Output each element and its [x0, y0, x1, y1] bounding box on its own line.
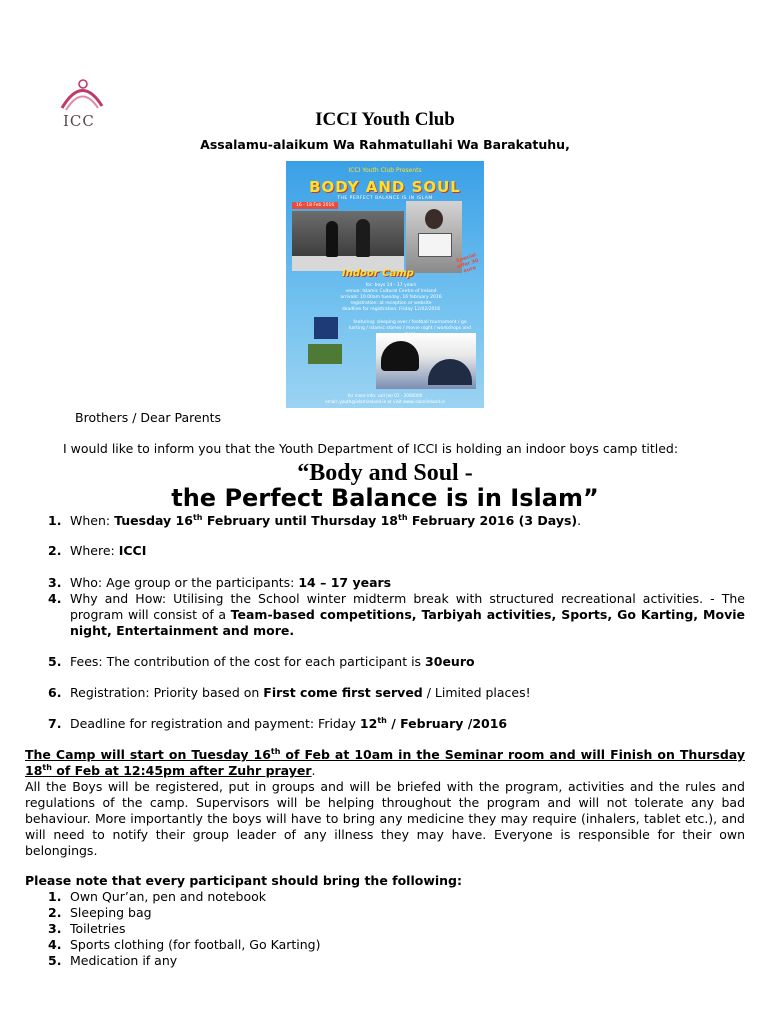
- page-title: ICCI Youth Club: [315, 109, 455, 130]
- superscript: th: [192, 512, 203, 522]
- list-item-text: Sports clothing (for football, Go Karting): [70, 937, 321, 952]
- list-number: 7.: [48, 716, 62, 731]
- camp-start-end: .: [311, 763, 316, 778]
- superscript: th: [377, 715, 387, 725]
- deadline-day: 12: [359, 716, 378, 731]
- poster-headline: BODY AND SOUL: [309, 178, 461, 196]
- praying-figure: [381, 341, 419, 371]
- list-number: 3.: [48, 921, 62, 936]
- list-item-text: Medication if any: [70, 953, 178, 968]
- list-number: 3.: [48, 575, 62, 590]
- when-end: .: [577, 513, 582, 528]
- portrait-sign: [418, 233, 452, 257]
- boxer-figure: [356, 219, 370, 257]
- greeting: Assalamu-alaikum Wa Rahmatullahi Wa Barakatuhu,: [200, 137, 570, 152]
- who-value: 14 – 17 years: [298, 575, 392, 590]
- fees-text: Fees: The contribution of the cost for each participant is: [70, 654, 426, 669]
- poster-camp-title: Indoor Camp: [342, 268, 414, 279]
- poster-info-line: for: boys 14 - 17 years: [365, 283, 417, 288]
- list-number: 2.: [48, 905, 62, 920]
- poster-footer-line: email: youth@islamireland.ie or visit www.islamireland.ie: [325, 398, 445, 404]
- list-number: 1.: [48, 513, 62, 528]
- registration-end: / Limited places!: [422, 685, 531, 700]
- camp-start-text: The Camp will start on Tuesday 16: [25, 747, 271, 762]
- poster-info-line: arrivals: 10.00am tuesday, 16 february 2016: [340, 295, 442, 300]
- poster-info-line: registration: at reception or website: [350, 301, 432, 306]
- when-value: Tuesday 16: [114, 513, 193, 528]
- list-number: 5.: [48, 654, 62, 669]
- when-value: February 2016 (3 Days): [407, 513, 578, 528]
- camp-start-text: of Feb at 12:45pm after Zuhr prayer: [51, 763, 312, 778]
- superscript: th: [270, 746, 281, 756]
- camp-start-text: of Feb at 10am in the Seminar room and will Finish on Thursday 18: [25, 747, 745, 778]
- list-number: 5.: [48, 953, 62, 968]
- poster-footer-line: for more info: call (w) 01 - 2080000: [347, 393, 423, 398]
- camp-title-line-2: the Perfect Balance is in Islam”: [171, 484, 599, 512]
- salutation: Brothers / Dear Parents: [75, 410, 222, 425]
- poster-info-line: venue: Islamic Cultural Centre of Ireland: [345, 289, 437, 294]
- camp-rules-text: All the Boys will be registered, put in groups and will be briefed with the program, activities and the rules and regulations of the camp. Supervisors will be helping throughout the program and will not tolerate any bad behaviour. More importantly the boys will have to bring any medicine they may require (inhalers, tablet etc.), and will need to notify their group leader of any illness they may have. Everyone is responsible for their own belongings.: [25, 779, 745, 858]
- poster-info: [316, 283, 466, 313]
- football-photo: [314, 317, 338, 339]
- list-number: 2.: [48, 543, 62, 558]
- superscript: th: [42, 762, 52, 772]
- why-bold: Team-based competitions, Tarbiyah activities, Sports, Go Karting, Movie night, Entertainment and more.: [70, 607, 745, 638]
- player-photo: [308, 344, 342, 364]
- poster-info-line: deadline for registration: Friday 12/02/2016: [341, 307, 441, 312]
- boxer-figure: [326, 221, 338, 257]
- registration-bold: First come first served: [263, 685, 423, 700]
- intro-text: I would like to inform you that the Youth Department of ICCI is holding an indoor boys camp titled:: [63, 441, 679, 456]
- poster-subline: THE PERFECT BALANCE IS IN ISLAM: [337, 196, 433, 201]
- bring-heading: [25, 873, 745, 889]
- list-item-text: Toiletries: [70, 921, 126, 936]
- list-number: 6.: [48, 685, 62, 700]
- camp-poster: [286, 161, 484, 408]
- superscript: th: [398, 512, 408, 522]
- when-label: When:: [70, 513, 115, 528]
- where-label: Where:: [70, 543, 119, 558]
- poster-features: featuring: sleeping over / football tournament / go karting / islamic stories / movie night / workshops and: [349, 320, 471, 331]
- portrait-face: [425, 209, 443, 229]
- list-item-text: Own Qur’an, pen and notebook: [70, 889, 267, 904]
- camp-start-paragraph: [25, 747, 745, 859]
- deadline-month: / February /2016: [386, 716, 508, 731]
- list-number: 4.: [48, 591, 62, 606]
- who-label: Who: Age group or the participants:: [70, 575, 299, 590]
- list-item-text: Sleeping bag: [70, 905, 152, 920]
- deadline-text: Deadline for registration and payment: Friday: [70, 716, 360, 731]
- poster-footer: [286, 393, 484, 404]
- where-value: ICCI: [118, 543, 147, 558]
- poster-date-tag: 16 - 18 Feb 2016: [292, 202, 338, 209]
- when-value: February until Thursday 18: [202, 513, 398, 528]
- logo-text: ICC: [63, 112, 95, 130]
- fees-value: 30euro: [425, 654, 475, 669]
- why-text: Why and How: Utilising the School winter midterm break with structured recreational activities. - The program will consist of a: [70, 591, 745, 622]
- bring-heading-text: Please note that every participant should bring the following:: [25, 873, 463, 888]
- list-number: 4.: [48, 937, 62, 952]
- poster-banner: ICCI Youth Club Presents: [348, 167, 422, 174]
- camp-title-line-1: “Body and Soul -: [297, 460, 473, 486]
- registration-text: Registration: Priority based on: [70, 685, 264, 700]
- poster-price-badge: Special offer 30 euro: [455, 252, 480, 275]
- list-number: 1.: [48, 889, 62, 904]
